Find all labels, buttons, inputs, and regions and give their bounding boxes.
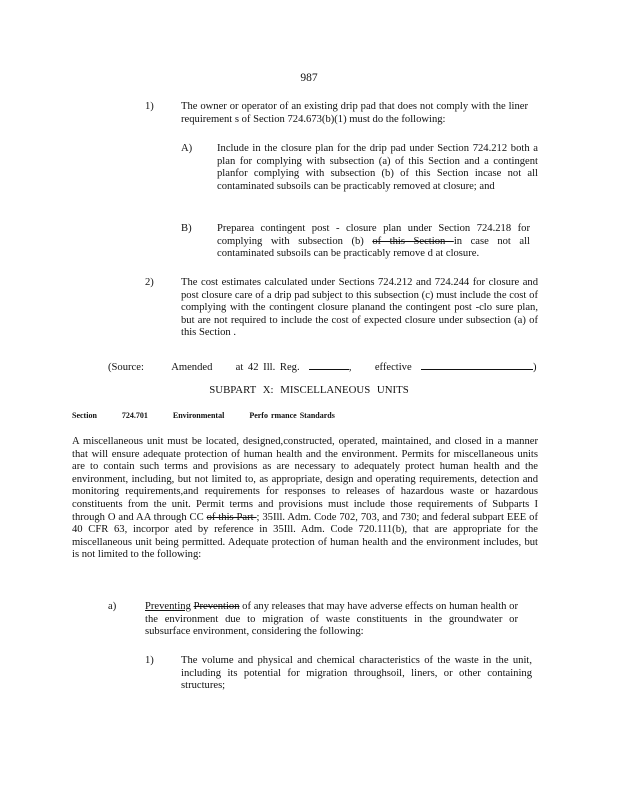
item-1a-text: Include in the closure plan for the drip pad under Section 724.212 both a plan for complying with subsection (a) of this Section and a contingent planfor complying with subsection (b) of this Section incase not all contaminated subsoils can be practicably removed at closure; and (217, 143, 538, 192)
section-word: Section (72, 411, 97, 420)
item-1a-label: A) (181, 143, 193, 154)
item-1b-struck-text: of this Section (372, 235, 454, 247)
source-open: (Source: (108, 362, 144, 373)
item-2-label: 2) (145, 277, 154, 288)
item-1-label: 1) (145, 101, 154, 112)
section-heading (72, 411, 357, 420)
source-register: at 42 Ill. Reg. (235, 362, 300, 373)
item-2-text: The cost estimates calculated under Sections 724.212 and 724.244 for closure and post closure care of a drip pad subject to this subsection (c) must include the cost of complying with the contingent closure planand the contingent post -clo sure plan, but are not required to include the cost of expected closure under subsection (a) of this Section . (181, 277, 538, 339)
source-note (108, 359, 537, 373)
item-a1-label: 1) (145, 655, 154, 666)
section-title-2: Perfo rmance Standards (249, 411, 335, 420)
section-title-1: Environmental (172, 411, 225, 420)
item-a-text (145, 601, 518, 639)
section-number: 724.701 (121, 411, 148, 420)
main-paragraph (72, 436, 538, 562)
source-close: ) (532, 362, 537, 373)
source-effective: effective (374, 362, 412, 373)
main-paragraph-after: ; 35Ill. Adm. Code 702, 703, and 730; and federal subpart EEE of 40 CFR 63, incorpor ated by reference in 35Ill. Adm. Code 720.111(b), that are appropriate for the miscellaneous unit being permitted. Adequate protection of human health and the environment includes, but is not limited to the following: (72, 511, 538, 561)
source-amended: Amended (171, 362, 213, 373)
item-a-label: a) (108, 601, 117, 612)
item-1b-text (217, 223, 530, 261)
item-a1-text: The volume and physical and chemical characteristics of the waste in the unit, including its potential for migration throughsoil, liners, or other containing structures; (181, 655, 532, 692)
main-paragraph-struck-text: of this Part (206, 511, 257, 523)
item-1b-text-after: in case not all contaminated subsoils can be practicably remove d at closure. (217, 235, 530, 260)
item-a-struck-text: Prevention (193, 601, 240, 612)
subpart-heading: SUBPART X: MISCELLANEOUS UNITS (209, 384, 409, 396)
page-number: 987 (300, 72, 318, 84)
item-1b-text-before: Preparea contingent post - closure plan under Section 724.218 for complying with subsection (b) (217, 223, 530, 247)
register-blank (309, 359, 349, 370)
item-a-text-body: of any releases that may have adverse effects on human health or the environment due to migration of waste constituents in the groundwater or subsurface environment, considering the following: (145, 601, 518, 638)
item-1b-label: B) (181, 223, 192, 234)
item-1-text: The owner or operator of an existing drip pad that does not comply with the liner requirement s of Section 724.673(b)(1) must do the following: (181, 101, 528, 125)
main-paragraph-before: A miscellaneous unit must be located, designed,constructed, operated, maintained, and closed in a manner that will ensure adequate protection of human health and the environment. Permits for miscellaneous units are to contain such terms and provisions as are necessary to adequately protect human health and the environment, including, but not limited to, as appropriate, design and operating requirements, detection and monitoring requirements,and requirements for responses to releases of hazardous waste or hazardous constituents from the unit. Permit terms and provisions must include those requirements of Subparts I through O and AA through CC (72, 436, 538, 523)
effective-date-blank (421, 359, 533, 370)
item-a-underlined-text: Preventing (145, 601, 191, 612)
source-comma: , (348, 362, 352, 373)
